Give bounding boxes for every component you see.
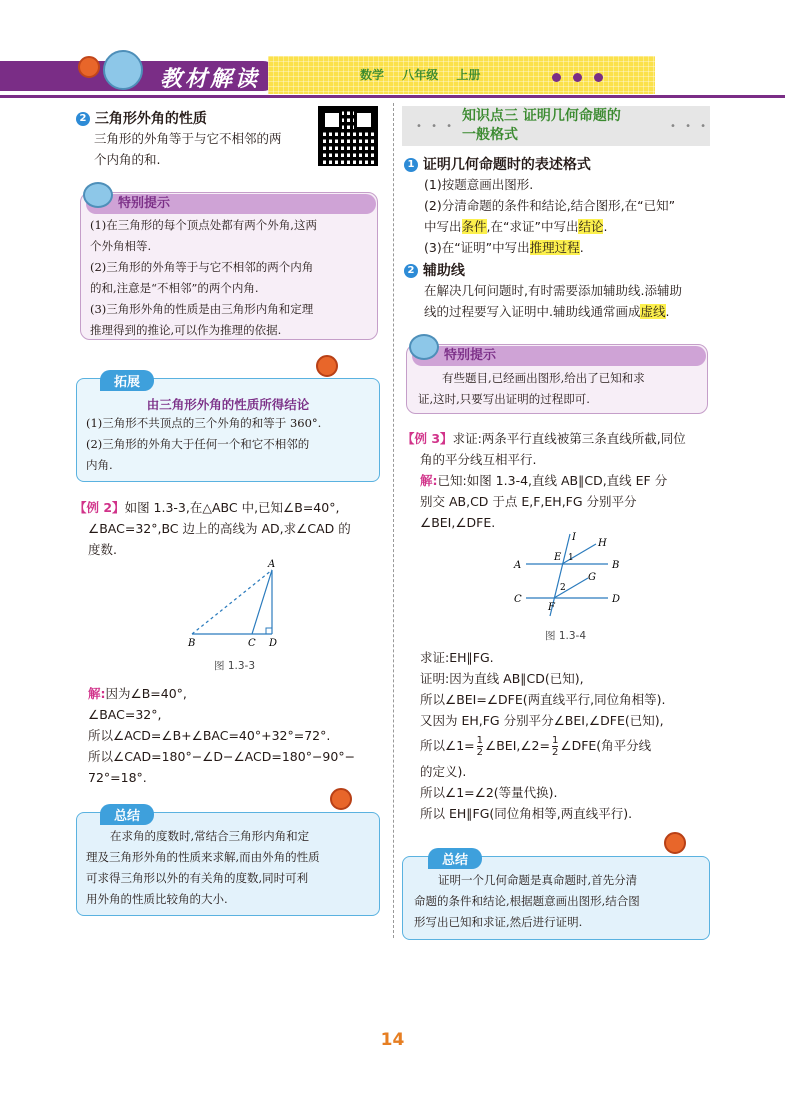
title-line: 一般格式: [462, 127, 518, 143]
header-volume: 上册: [456, 68, 481, 82]
solution-label: 解:: [420, 473, 438, 488]
header-subtitle: [360, 66, 494, 83]
summary-content: [86, 826, 376, 910]
banner-dots-right: • • •: [670, 121, 710, 132]
text-line: 所以∠CAD=180°−∠D−∠ACD=180°−90°−: [88, 749, 356, 764]
text-line: ∠BAC=32°,BC 边上的高线为 AD,求∠CAD 的: [88, 521, 351, 536]
left-section-2-heading: [76, 108, 207, 128]
text-line: 证明:因为直线 AB∥CD(已知),: [420, 671, 584, 686]
right-section-2-text: [424, 280, 714, 322]
point-label-e: E: [554, 552, 562, 563]
header-subject: 数学: [360, 68, 385, 82]
example-3: [402, 428, 716, 533]
header-dots: [552, 70, 615, 85]
title-line: 知识点三 证明几何命题的: [462, 108, 621, 124]
figure-caption: 图 1.3-3: [214, 660, 256, 672]
text-line: 所以∠ACD=∠B+∠BAC=40°+32°=72°.: [88, 728, 331, 743]
text-line: 如图 1.3-3,在△ABC 中,已知∠B=40°,: [124, 500, 340, 515]
point-label-i: I: [572, 532, 576, 543]
highlight: 结论: [578, 219, 604, 234]
fox-icon: [316, 355, 338, 377]
special-tip-content: [90, 215, 374, 341]
highlight: 推理过程: [529, 240, 580, 255]
ext-line: (2)三角形的外角大于任何一个和它不相邻的: [86, 437, 310, 451]
text-line: 所以∠BEI=∠DFE(两直线平行,同位角相等).: [420, 692, 666, 707]
text-line-with-fractions: 所以∠1= $\frac{1}{2}$ ∠BEI,∠2= $\frac{1}{2}$ ∠DFE(角平分线: [420, 735, 652, 758]
text-line: 所以∠1=∠2(等量代换).: [420, 785, 558, 800]
summary-line: 可求得三角形以外的有关角的度数,同时可利: [86, 871, 309, 885]
extension-tab: 拓展: [100, 370, 154, 391]
tip-line: (3)三角形外角的性质是由三角形内角和定理: [90, 302, 314, 316]
text-line: (2)分清命题的条件和结论,结合图形,在“已知”: [424, 198, 676, 213]
elephant-icon: [409, 334, 439, 360]
point-label-a: A: [514, 560, 522, 571]
text-line: 角的平分线互相平行.: [420, 452, 537, 467]
tip-line: 个外角相等.: [90, 239, 152, 253]
extension-heading: 由三角形外角的性质所得结论: [146, 397, 310, 412]
extension-content: [86, 413, 376, 476]
text-line: (1)按题意画出图形.: [424, 177, 534, 192]
text-line: 72°=18°.: [88, 770, 147, 785]
highlight: 条件: [461, 219, 487, 234]
tip-line: 有些题目,已经画出图形,给出了已知和求: [442, 371, 645, 385]
summary-line: 在求角的度数时,常结合三角形内角和定: [110, 829, 310, 843]
text-line: 个内角的和.: [94, 152, 161, 167]
point-label-c: C: [248, 638, 256, 649]
ext-line: (1)三角形不共顶点的三个外角的和等于 360°.: [86, 416, 322, 430]
point-label-c: C: [514, 594, 522, 605]
header-grade: 八年级: [402, 68, 439, 82]
fraction: $\frac{1}{2}$: [552, 735, 559, 758]
summary-line: 证明一个几何命题是真命题时,首先分清: [438, 873, 638, 887]
tip-line: 的和,注意是“不相邻”的两个内角.: [90, 281, 259, 295]
fox-icon: [330, 788, 352, 810]
fox-mascot-icon: [78, 56, 100, 78]
right-section-1-text: [424, 174, 714, 258]
text-line: ∠BEI,∠DFE.: [420, 515, 496, 530]
summary-line: 命题的条件和结论,根据题意画出图形,结合图: [414, 894, 640, 908]
figure-1-3-4: [508, 530, 628, 620]
special-tip-title: 特别提示: [412, 346, 706, 366]
text-line: 度数.: [88, 542, 117, 557]
section-title: 三角形外角的性质: [94, 111, 207, 127]
point-label-b: B: [612, 560, 620, 571]
column-divider: [393, 103, 394, 938]
text-line: 的定义).: [420, 764, 467, 779]
knowledge-point-title: [462, 107, 662, 145]
point-label-h: H: [598, 538, 607, 549]
example-2: [74, 497, 384, 560]
summary-content: [414, 870, 706, 933]
section-title: 辅助线: [422, 263, 465, 279]
banner-dots-left: • • •: [416, 121, 456, 132]
section-number-badge: 2: [76, 112, 90, 126]
summary-line: 理及三角形外角的性质来求解,而由外角的性质: [86, 850, 320, 864]
text-line: (3)在“证明”中写出推理过程.: [424, 240, 584, 255]
header-title: 教材解读: [160, 67, 261, 92]
section-title: 证明几何命题时的表述格式: [422, 157, 591, 173]
fraction: $\frac{1}{2}$: [476, 735, 484, 758]
example-label: 【例 2】: [74, 500, 125, 515]
summary-tab: 总结: [428, 848, 482, 869]
point-label-d: D: [269, 638, 278, 649]
text-line: 已知:如图 1.3-4,直线 AB∥CD,直线 EF 分: [437, 473, 668, 488]
point-label-d: D: [612, 594, 621, 605]
tip-line: 推理得到的推论,可以作为推理的依据.: [90, 323, 282, 337]
point-label-f: F: [548, 602, 555, 613]
tip-line: 证,这时,只要写出证明的过程即可.: [418, 392, 590, 406]
special-tip-content: [418, 368, 704, 410]
summary-line: 形写出已知和求证,然后进行证明.: [414, 915, 583, 929]
qr-code-icon[interactable]: [318, 106, 378, 166]
right-section-1-heading: [404, 154, 591, 174]
ext-line: 内角.: [86, 458, 113, 472]
highlight: 虚线: [640, 304, 666, 319]
section-number-badge: 2: [404, 264, 418, 278]
tip-line: (1)在三角形的每个顶点处都有两个外角,这两: [90, 218, 317, 232]
angle-label-1: 1: [568, 553, 574, 563]
page-header: [0, 52, 655, 98]
text-line: 线的过程要写入证明中.辅助线通常画成虚线.: [424, 304, 670, 319]
special-tip-title: 特别提示: [86, 194, 376, 214]
text-line: 中写出条件,在“求证”中写出结论.: [424, 219, 608, 234]
example-2-solution: [88, 683, 388, 788]
angle-label-2: 2: [560, 583, 566, 593]
left-section-2-text: [94, 128, 282, 170]
summary-line: 用外角的性质比较角的大小.: [86, 892, 228, 906]
elephant-mascot-icon: [103, 50, 143, 90]
point-label-b: B: [188, 638, 196, 649]
solution-label: 解:: [88, 686, 106, 701]
fox-icon: [664, 832, 686, 854]
text-line: 求证:两条平行直线被第三条直线所截,同位: [452, 431, 686, 446]
example-3-proof: [420, 647, 720, 824]
elephant-icon: [83, 182, 113, 208]
point-label-g: G: [588, 572, 596, 583]
text-line: 所以 EH∥FG(同位角相等,两直线平行).: [420, 806, 633, 821]
text-line: 三角形的外角等于与它不相邻的两: [94, 131, 282, 146]
tip-line: (2)三角形的外角等于与它不相邻的两个内角: [90, 260, 314, 274]
header-divider: [0, 95, 785, 98]
text-line: 因为∠B=40°,: [105, 686, 187, 701]
text-line: 求证:EH∥FG.: [420, 650, 494, 665]
knowledge-point-banner: [402, 106, 710, 146]
right-section-2-heading: [404, 260, 465, 280]
text-line: 又因为 EH,FG 分别平分∠BEI,∠DFE(已知),: [420, 713, 664, 728]
text-line: 别交 AB,CD 于点 E,F,EH,FG 分别平分: [420, 494, 637, 509]
text-line: ∠BAC=32°,: [88, 707, 162, 722]
point-label-a: A: [268, 559, 276, 570]
summary-tab: 总结: [100, 804, 154, 825]
section-number-badge: 1: [404, 158, 418, 172]
figure-caption: 图 1.3-4: [545, 630, 587, 642]
page-number: 14: [380, 1030, 405, 1050]
text-line: 在解决几何问题时,有时需要添加辅助线.添辅助: [424, 283, 682, 298]
example-label: 【例 3】: [402, 431, 453, 446]
